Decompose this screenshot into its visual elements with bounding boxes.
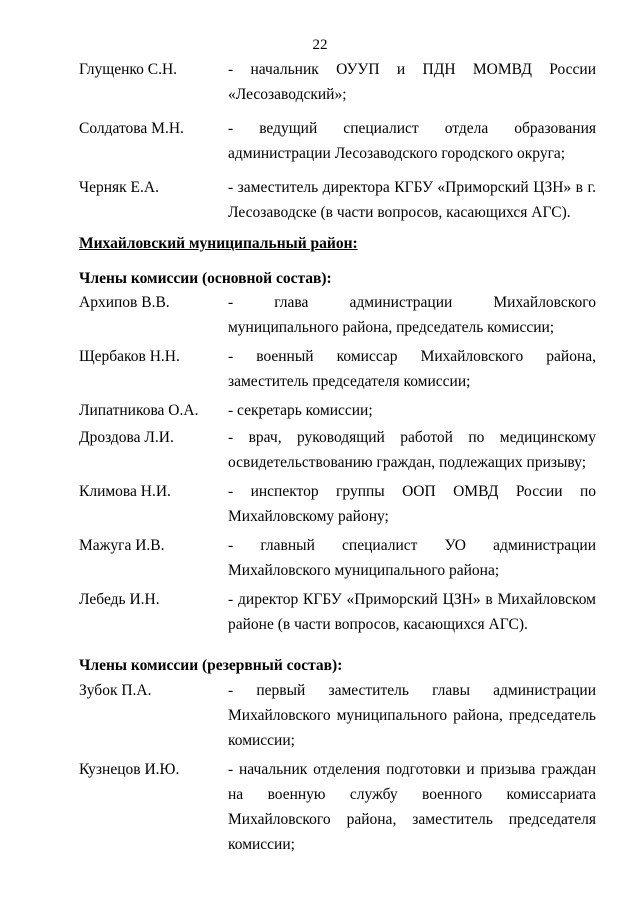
member-role: - заместитель директора КГБУ «Приморский ЦЗН» в г. Лесозаводске (в части вопросов, касающихся АГС). xyxy=(228,179,596,221)
page-number: 22 xyxy=(312,37,328,53)
member-entry xyxy=(79,678,596,753)
member-role: - главный специалист УО администрации Михайловского муниципального района; xyxy=(228,537,596,579)
member-role: - начальник отделения подготовки и призыва граждан на военную службу военного комиссариата Михайловского района, заместитель председателя комиссии; xyxy=(228,761,596,853)
member-name: Черняк Е.А. xyxy=(79,179,159,196)
member-name: Кузнецов И.Ю. xyxy=(79,761,180,778)
member-name: Лебедь И.Н. xyxy=(79,591,160,608)
member-entry xyxy=(79,757,596,857)
member-name: Зубок П.А. xyxy=(79,682,152,699)
member-role: - директор КГБУ «Приморский ЦЗН» в Михайловском районе (в части вопросов, касающихся АГС). xyxy=(228,591,596,633)
member-entry xyxy=(79,175,596,225)
lesozavodsk-member-list xyxy=(79,57,596,225)
reserve-composition-heading: Члены комиссии (резервный состав): xyxy=(79,657,343,674)
member-entry xyxy=(79,344,596,394)
district-heading: Михайловский муниципальный район: xyxy=(79,235,358,252)
member-role: - первый заместитель главы администрации Михайловского муниципального района, председатель комиссии; xyxy=(228,682,596,749)
member-role: - инспектор группы ООП ОМВД России по Михайловскому району; xyxy=(228,483,596,525)
main-composition-heading: Члены комиссии (основной состав): xyxy=(79,270,332,287)
member-entry xyxy=(79,425,596,475)
member-name: Липатникова О.А. xyxy=(79,402,199,419)
member-name: Мажуга И.В. xyxy=(79,537,165,554)
member-name: Солдатова М.Н. xyxy=(79,120,184,137)
member-role: - секретарь комиссии; xyxy=(228,402,373,419)
member-entry xyxy=(79,587,596,637)
member-role: - начальник ОУУП и ПДН МОМВД России «Лесозаводский»; xyxy=(228,61,596,103)
reserve-member-list xyxy=(79,678,596,857)
member-role: - военный комиссар Михайловского района, заместитель председателя комиссии; xyxy=(228,348,596,390)
member-name: Глущенко С.Н. xyxy=(79,61,178,78)
member-entry xyxy=(79,533,596,583)
member-name: Архипов В.В. xyxy=(79,294,170,311)
member-role: - глава администрации Михайловского муниципального района, председатель комиссии; xyxy=(228,294,596,336)
member-name: Климова Н.И. xyxy=(79,483,171,500)
member-entry xyxy=(79,57,596,107)
member-name: Дроздова Л.И. xyxy=(79,429,174,446)
member-entry xyxy=(79,116,596,166)
member-role: - врач, руководящий работой по медицинскому освидетельствованию граждан, подлежащих призыву; xyxy=(228,429,596,471)
member-role: - ведущий специалист отдела образования администрации Лесозаводского городского округа; xyxy=(228,120,596,162)
member-entry xyxy=(79,479,596,529)
main-member-list xyxy=(79,290,596,637)
member-name: Щербаков Н.Н. xyxy=(79,348,180,365)
member-entry xyxy=(79,290,596,340)
member-entry xyxy=(79,398,596,423)
